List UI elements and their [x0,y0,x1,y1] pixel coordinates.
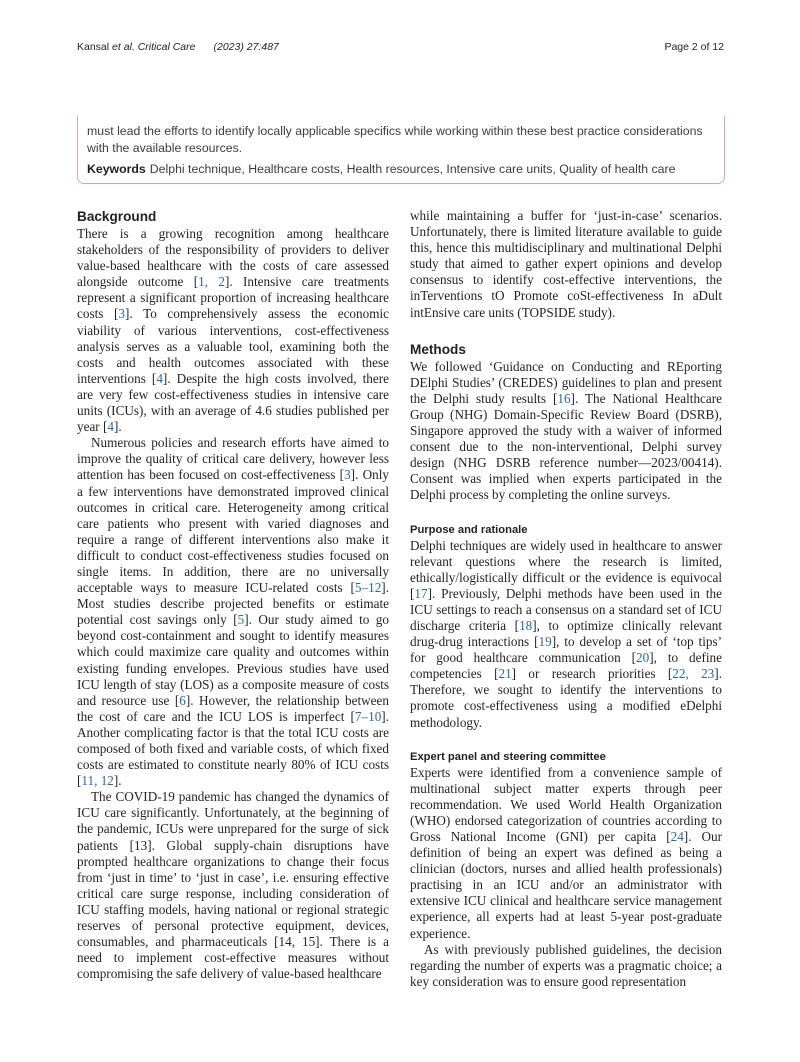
page-number: Page 2 of 12 [664,41,724,53]
running-head-citation: (2023) 27:487 [213,41,279,53]
citation-ref[interactable]: 7–10 [354,708,382,724]
citation-ref[interactable]: 17 [414,585,428,601]
citation-ref[interactable]: 1, 2 [198,274,225,290]
left-column [77,208,389,982]
citation-ref[interactable]: 3 [344,467,351,483]
right-column [410,208,722,990]
citation-ref[interactable]: 21 [498,666,512,682]
citation-ref[interactable]: 18 [519,617,533,633]
expert-panel-paragraph-1: Experts were identified from a convenience sample of multinational subject matter experts through peer recommendation. We used World Health Organization (WHO) endorsed categorization of countries according to Gross National Income (GNI) per capita [24]. Our definition of being an expert was defined as being a clinician (doctors, nurses and allied health professionals) practising in an ICU and/or an administrator with extensive ICU clinical and healthcare service management experience, all experts had at least 5-year post-graduate experience. [410,764,722,941]
expert-panel-paragraph-2: As with previously published guidelines, the decision regarding the number of experts was a pragmatic choice; a key consideration was to ensure good representation [410,941,722,989]
citation-ref[interactable]: 3 [118,306,125,322]
abstract-box [77,116,725,184]
keywords-label: Keywords [87,162,146,176]
keywords-text: Delphi technique, Healthcare costs, Health resources, Intensive care units, Quality of health care [149,162,676,176]
background-heading: Background [77,209,157,224]
citation-ref[interactable]: 5 [237,612,245,628]
background-paragraph-1: There is a growing recognition among healthcare stakeholders of the responsibility of providers to deliver value-based healthcare with the costs of care assessed alongside outcome [1, 2]. Intensive care treatments represent a significant proportion of increasing healthcare costs [3]. To comprehensively assess the economic viability of various interventions, cost-effectiveness analysis serves as a valuable tool, examining both the costs and health outcomes associated with these interventions [4]. Despite the high costs involved, there are very few cost-effectiveness studies in intensive care units (ICUs), with an average of 4.6 studies published per year [4]. [77,226,389,435]
citation-ref[interactable]: 24 [670,829,684,844]
abstract-continuation: must lead the efforts to identify locally applicable specifics while working within these best practice considerations with the available resources. [87,124,703,155]
keywords-row [87,161,715,178]
running-head-journal: Critical Care [134,41,196,53]
purpose-heading: Purpose and rationale [410,523,528,536]
citation-ref[interactable]: 4 [107,419,114,435]
citation-ref[interactable]: 11, 12 [81,773,114,789]
background-paragraph-2: Numerous policies and research efforts have aimed to improve the quality of critical care delivery, however less attention has been focused on cost-effectiveness [3]. Only a few interventions have demonstrated improved clinical outcomes in critical care. Heterogeneity among critical care patients who present with varied diagnoses and require a range of different interventions also make it difficult to conduct cost-effectiveness studies focused on single items. In addition, there are no universally acceptable ways to measure ICU-related costs [5–12]. Most studies describe projected benefits or estimate potential cost savings only [5]. Our study aimed to go beyond cost-containment and sought to identify measures which could maximize care quality and outcomes within existing funding envelopes. Previous studies have used ICU length of stay (LOS) as a composite measure of costs and resource use [6]. However, the relationship between the cost of care and the ICU LOS is imperfect [7–10]. Another complicating factor is that the total ICU costs are composed of both fixed and variable costs, of which fixed costs are estimated to constitute nearly 80% of ICU costs [11, 12]. [77,435,390,789]
expert-panel-heading: Expert panel and steering committee [410,750,606,763]
background-paragraph-3: The COVID-19 pandemic has changed the dynamics of ICU care significantly. Unfortunately, at the beginning of the pandemic, ICUs were unprepared for the surge of sick patients [13]. Global supply-chain disruptions have prompted healthcare organizations to change their focus from ‘just in time’ to ‘just in case’, i.e. ensuring effective critical care surge response, including consideration of ICU staffing models, having national or regional strategic reserves of personal protective equipment, devices, consumables, and pharmaceuticals [14, 15]. There is a need to implement cost-effective measures without compromising the safe delivery of value-based healthcare [77,789,389,982]
background-paragraph-3-continued: while maintaining a buffer for ‘just-in-case’ scenarios. Unfortunately, there is limited literature available to guide this, hence this multidisciplinary and multinational Delphi study that aimed to gather expert opinions and develop consensus to identify cost-effective interventions, the inTerventions tO Promote coSt-effectiveness In aDult intEnsive care units (TOPSIDE study). [410,208,722,320]
citation-ref[interactable]: 22, 23 [672,666,715,682]
running-head-authors: Kansal [77,41,113,53]
citation-ref[interactable]: 4 [156,370,163,386]
methods-paragraph-1: We followed ‘Guidance on Conducting and REporting DElphi Studies’ (CREDES) guidelines to plan and present the Delphi study results [16]. The National Healthcare Group (NHG) Domain-Specific Review Board (DSRB), Singapore approved the study with a waiver of informed consent due to the non-interventional, Delphi survey design (NHG DSRB reference number—2023/00414). Consent was implied when experts participated in the Delphi process by completing the online surveys. [410,358,722,503]
citation-ref[interactable]: 5–12 [354,580,382,596]
running-head-etal: et al. [112,41,135,53]
citation-ref[interactable]: 16 [557,390,571,406]
running-head [77,41,279,53]
citation-ref[interactable]: 19 [538,634,552,650]
citation-ref[interactable]: 6 [179,692,186,708]
citation-ref[interactable]: 20 [636,650,650,666]
purpose-paragraph-1: Delphi techniques are widely used in healthcare to answer relevant questions where the research is limited, ethically/logistically difficult or the evidence is equivocal [17]. Previously, Delphi methods have been used in the ICU settings to reach a consensus on a standard set of ICU discharge criteria [18], to optimize clinically relevant drug-drug interactions [19], to develop a set of ‘top tips’ for good healthcare communication [20], to define competencies [21] or research priorities [22, 23]. Therefore, we sought to identify the interventions to promote cost-effectiveness using a modified eDelphi methodology. [410,537,722,730]
methods-heading: Methods [410,341,466,357]
